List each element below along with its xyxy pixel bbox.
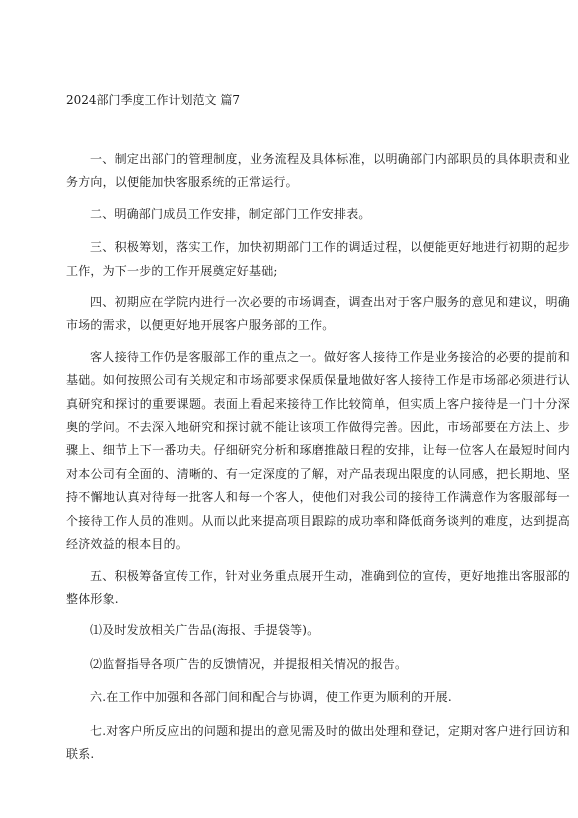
paragraph-6: 五、积极筹备宣传工作，针对业务重点展开生动，准确到位的宣传，更好地推出客服部的整体形象. [66,568,570,606]
paragraph-2: 二、明确部门成员工作安排，制定部门工作安排表。 [90,206,371,221]
paragraph-7: ⑴及时发放相关广告品(海报、手提袋等)。 [90,623,320,638]
document-title: 2024部门季度工作计划范文 篇7 [66,93,240,107]
paragraph-1: 一、制定出部门的管理制度，业务流程及具体标准，以明确部门内部职员的具体职责和业务方向，以便能加快客服系统的正常运行。 [66,152,570,190]
paragraph-5: 客人接待工作仍是客服部工作的重点之一。做好客人接待工作是业务接洽的必要的提前和基础。如何按照公司有关规定和市场部要求保质保量地做好客人接待工作是市场部必须进行认真研究和探讨的重要课题。表面上看起来接待工作比较简单，但实质上客户接待是一门十分深奥的学问。不去深入地研究和探讨就不能让该项工作做得完善。因此，市场部要在方法上、步骤上、细节上下一番功夫。仔细研究分析和琢磨推敲日程的安排，让每一位客人在最短时间内对本公司有全面的、清晰的、有一定深度的了解，对产品表现出限度的认同感，把长期地、坚持不懈地认真对待每一批客人和每一个客人，使他们对我公司的接待工作满意作为客服部每一个接待工作人员的准则。从而以此来提高项目跟踪的成功率和降低商务谈判的难度，达到提高经济效益的根本目的。 [66,349,570,552]
paragraph-4: 四、初期应在学院内进行一次必要的市场调查，调查出对于客户服务的意见和建议，明确市场的需求，以便更好地开展客户服务部的工作。 [66,295,570,333]
paragraph-3: 三、积极筹划，落实工作，加快初期部门工作的调适过程，以便能更好地进行初期的起步工作，为下一步的工作开展奠定好基础; [66,240,570,278]
document-body [66,148,570,774]
paragraph-10: 七.对客户所反应出的问题和提出的意见需及时的做出处理和登记，定期对客户进行回访和联系. [66,723,570,761]
paragraph-9: 六.在工作中加强和各部门间和配合与协调，使工作更为顺利的开展. [90,690,452,705]
paragraph-8: ⑵监督指导各项广告的反馈情况，并提报相关情况的报告。 [90,656,408,671]
